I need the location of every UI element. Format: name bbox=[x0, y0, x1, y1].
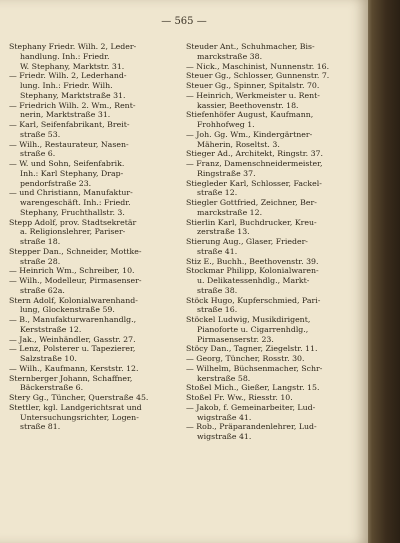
entry-line: — Joh. Gg. Wm., Kindergärtner- bbox=[186, 129, 313, 139]
entry-continuation-line: handlung. Inh.: Friedr. bbox=[20, 51, 110, 61]
entry-continuation-line: lung. Inh.: Friedr. Wilh. bbox=[20, 81, 113, 90]
entry-continuation-line: straße 18. bbox=[20, 237, 61, 246]
entry-line: — Karl, Seifenfabrikant, Breit- bbox=[9, 120, 130, 129]
entry-continuation-line: straße 6. bbox=[20, 149, 56, 159]
entry-continuation-line: Pirmasenserstr. 23. bbox=[197, 334, 274, 344]
entry-line: — Heinrich, Werkmeister u. Rent- bbox=[186, 90, 320, 100]
entry-continuation-line: kerstraße 58. bbox=[197, 373, 251, 383]
page-number: — 565 — bbox=[161, 16, 207, 27]
entry-line: Stery Gg., Tüncher, Querstraße 45. bbox=[9, 393, 149, 402]
entry-continuation-line: W. Stephany, Marktstr. 31. bbox=[20, 61, 125, 71]
entry-line: — Wilhelm, Büchsenmacher, Schr- bbox=[186, 363, 323, 373]
entry-line: — Jakob, f. Gemeinarbeiter, Lud- bbox=[186, 402, 316, 412]
entry-line: — Georg, Tüncher, Rosstr. 30. bbox=[186, 354, 305, 363]
entry-line: Steuer Gg., Schlosser, Gunnenstr. 7. bbox=[186, 71, 330, 81]
entry-line: — W. und Sohn, Seifenfabrik. bbox=[9, 159, 125, 168]
entry-line: Stöckel Ludwig, Musikdirigent, bbox=[186, 315, 311, 324]
entry-line: Stiegler Gottfried, Zeichner, Ber- bbox=[186, 198, 317, 207]
entry-line: — Wilh., Kaufmann, Kerststr. 12. bbox=[9, 363, 139, 373]
entry-continuation-line: Ringstraße 37. bbox=[197, 168, 256, 178]
entry-continuation-line: pendorfstraße 23. bbox=[20, 178, 92, 188]
entry-continuation-line: straße 62a. bbox=[20, 285, 65, 295]
entry-continuation-line: Stephany, Fruchthallstr. 3. bbox=[20, 207, 125, 217]
entry-line: — und Christiann, Manufaktur- bbox=[9, 188, 133, 198]
entry-line: — Wilh., Modelleur, Pirmasenser- bbox=[9, 276, 142, 285]
entry-continuation-line: Untersuchungsrichter, Logen- bbox=[20, 412, 139, 422]
entry-continuation-line: wigstraße 41. bbox=[197, 412, 252, 422]
entry-continuation-line: nerin, Marktstraße 31. bbox=[20, 110, 111, 120]
entry-line: — Franz, Damenschneidermeister, bbox=[186, 159, 323, 168]
entry-line: — Jak., Weinhändler, Gasstr. 27. bbox=[9, 334, 136, 344]
entry-line: Stierlin Karl, Buchdrucker, Kreu- bbox=[186, 217, 317, 227]
entry-line: Stepp Adolf, prov. Stadtsekretär bbox=[9, 217, 137, 227]
entry-continuation-line: straße 16. bbox=[197, 305, 238, 315]
entry-line: — Wilh., Restaurateur, Nasen- bbox=[9, 139, 129, 149]
entry-continuation-line: warengeschäft. Inh.: Friedr. bbox=[20, 198, 131, 207]
entry-line: Stoßel Mich., Gießer, Langstr. 15. bbox=[186, 383, 320, 393]
entry-line: Stöck Hugo, Kupferschmied, Pari- bbox=[186, 295, 321, 305]
entry-continuation-line: a. Religionslehrer, Pariser- bbox=[20, 227, 126, 237]
entry-continuation-line: straße 38. bbox=[197, 285, 238, 295]
entry-continuation-line: Inh.: Karl Stephany, Drap- bbox=[20, 168, 124, 178]
entry-line: Steuder Ant., Schuhmacher, Bis- bbox=[186, 42, 315, 51]
entry-continuation-line: straße 41. bbox=[197, 246, 238, 256]
entry-line: — Friedr. Wilh. 2, Lederhand- bbox=[9, 71, 127, 81]
entry-line: Stierung Aug., Glaser, Frieder- bbox=[186, 237, 308, 246]
entry-continuation-line: Kerststraße 12. bbox=[20, 324, 82, 334]
entry-line: — Rob., Präparandenlehrer, Lud- bbox=[186, 422, 317, 432]
entry-line: — Friedrich Wilh. 2. Wm., Rent- bbox=[9, 100, 136, 110]
entry-continuation-line: straße 81. bbox=[20, 422, 61, 432]
entry-line: Stettler, kgl. Landgerichtsrat und bbox=[9, 402, 142, 412]
entry-line: — Nick., Maschinist, Nunnenstr. 16. bbox=[186, 61, 330, 71]
entry-line: Stiegleder Karl, Schlosser, Fackel- bbox=[186, 178, 322, 188]
entry-line: Stöcy Dan., Tagner, Ziegelstr. 11. bbox=[186, 344, 318, 354]
entry-continuation-line: marckstraße 12. bbox=[197, 207, 263, 217]
entry-continuation-line: u. Delikatessenhdlg., Markt- bbox=[197, 276, 310, 285]
entry-continuation-line: Mäherin, Roseltst. 3. bbox=[197, 139, 280, 149]
left-column bbox=[9, 42, 183, 432]
entry-continuation-line: Frohhofweg 1. bbox=[197, 120, 255, 129]
entry-line: Stieger Ad., Architekt, Ringstr. 37. bbox=[186, 149, 323, 159]
entry-continuation-line: lung, Glockenstraße 59. bbox=[20, 305, 115, 315]
entry-line: — Heinrich Wm., Schreiber, 10. bbox=[9, 266, 135, 276]
entry-continuation-line: Pianoforte u. Cigarrenhdlg., bbox=[197, 324, 309, 334]
entry-continuation-line: straße 12. bbox=[197, 188, 238, 198]
entry-line: Stephany Friedr. Wilh. 2, Leder- bbox=[9, 42, 137, 51]
entry-line: Steuer Gg., Spinner, Spitalstr. 70. bbox=[186, 81, 320, 90]
entry-continuation-line: zerstraße 13. bbox=[197, 227, 250, 237]
right-column bbox=[186, 42, 360, 442]
entry-continuation-line: Stephany, Marktstraße 31. bbox=[20, 90, 126, 100]
entry-line: Stiefenhöfer August, Kaufmann, bbox=[186, 110, 314, 120]
book-spine bbox=[366, 0, 400, 543]
entry-continuation-line: marckstraße 38. bbox=[197, 51, 263, 61]
entry-line: — B., Manufakturwarenhandlg., bbox=[9, 315, 137, 324]
entry-line: Stepper Dan., Schneider, Mottke- bbox=[9, 246, 142, 256]
entry-line: — Lenz, Polsterer u. Tapezierer, bbox=[9, 344, 136, 354]
entry-line: Stiz E., Buchh., Beethovenstr. 39. bbox=[186, 256, 319, 266]
entry-continuation-line: straße 53. bbox=[20, 129, 61, 139]
entry-continuation-line: Salzstraße 10. bbox=[20, 354, 77, 363]
entry-continuation-line: kassier, Beethovenstr. 18. bbox=[197, 100, 299, 110]
entry-line: Sternberger Johann, Schaffner, bbox=[9, 373, 133, 383]
entry-continuation-line: straße 28. bbox=[20, 256, 61, 266]
entry-continuation-line: Bäckerstraße 6. bbox=[20, 383, 84, 393]
entry-line: Stern Adolf, Kolonialwarenhand- bbox=[9, 295, 138, 305]
entry-continuation-line: wigstraße 41. bbox=[197, 432, 252, 441]
entry-line: Stockmar Philipp, Kolonialwaren- bbox=[186, 266, 319, 276]
entry-line: Stoßel Fr. Ww., Riesstr. 10. bbox=[186, 393, 293, 402]
